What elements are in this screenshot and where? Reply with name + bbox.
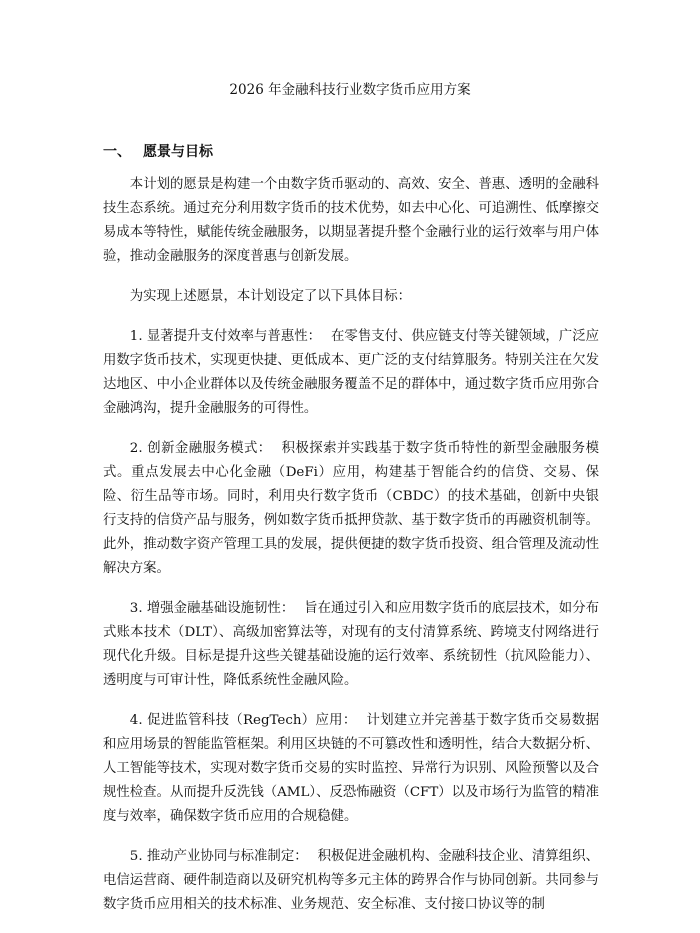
goal-text: 积极探索并实践基于数字货币特性的新型金融服务模式。重点发展去中心化金融（DeFi）应用，构建基于智能合约的信贷、交易、保险、衍生品等市场。同时，利用央行数字货币（CBDC）的技术基础，创新中央银行支持的信贷产品与服务，例如数字货币抵押贷款、基于数字货币的再融资机制等。此外，推动数字资产管理工具的发展，提供便捷的数字货币投资、组合管理及流动性解决方案。 bbox=[103, 441, 599, 576]
goal-text: 旨在通过引入和应用数字货币的底层技术，如分布式账本技术（DLT）、高级加密算法等，对现有的支付清算系统、跨境支付网络进行现代化升级。目标是提升这些关键基础设施的运行效率、系统韧性（抗风险能力）、透明度与可审计性，降低系统性金融风险。 bbox=[103, 601, 599, 688]
goal-item-1 bbox=[103, 325, 599, 421]
document-title: 2026 年金融科技行业数字货币应用方案 bbox=[229, 82, 471, 98]
goal-text: 计划建立并完善基于数字货币交易数据和应用场景的智能监管框架。利用区块链的不可篡改性和透明性，结合大数据分析、人工智能等技术，实现对数字货币交易的实时监控、异常行为识别、风险预警以及合规性检查。从而提升反洗钱（AML）、反恐怖融资（CFT）以及市场行为监管的精准度与效率，确保数字货币应用的合规稳健。 bbox=[103, 713, 599, 824]
goal-item-5 bbox=[103, 845, 599, 917]
goal-item-4 bbox=[103, 709, 599, 829]
goal-lead: 2. 创新金融服务模式： bbox=[129, 441, 272, 456]
section-body bbox=[103, 173, 599, 933]
section-heading bbox=[103, 141, 213, 163]
goal-lead: 4. 促进监管科技（RegTech）应用： bbox=[129, 713, 357, 728]
intro-paragraph: 本计划的愿景是构建一个由数字货币驱动的、高效、安全、普惠、透明的金融科技生态系统。通过充分利用数字货币的技术优势，如去中心化、可追溯性、低摩擦交易成本等特性，赋能传统金融服务，以期显著提升整个金融行业的运行效率与用户体验，推动金融服务的深度普惠与创新发展。 bbox=[103, 177, 599, 264]
section-number: 一、 bbox=[103, 144, 131, 160]
goal-lead: 3. 增强金融基础设施韧性： bbox=[129, 601, 295, 616]
section-title: 愿景与目标 bbox=[143, 144, 213, 160]
goal-text: 在零售支付、供应链支付等关键领域，广泛应用数字货币技术，实现更快捷、更低成本、更广泛的支付结算服务。特别关注在欠发达地区、中小企业群体以及传统金融服务覆盖不足的群体中，通过数字货币应用弥合金融鸿沟，提升金融服务的可得性。 bbox=[103, 329, 599, 416]
goal-lead: 1. 显著提升支付效率与普惠性： bbox=[129, 329, 322, 344]
goals-intro-paragraph: 为实现上述愿景，本计划设定了以下具体目标： bbox=[129, 289, 411, 304]
goal-item-2 bbox=[103, 437, 599, 581]
goal-item-3 bbox=[103, 597, 599, 693]
goal-text: 积极促进金融机构、金融科技企业、清算组织、电信运营商、硬件制造商以及研究机构等多元主体的跨界合作与协同创新。共同参与数字货币应用相关的技术标准、业务规范、安全标准、支付接口协议等的制 bbox=[103, 849, 599, 912]
goal-lead: 5. 推动产业协同与标准制定： bbox=[129, 849, 308, 864]
